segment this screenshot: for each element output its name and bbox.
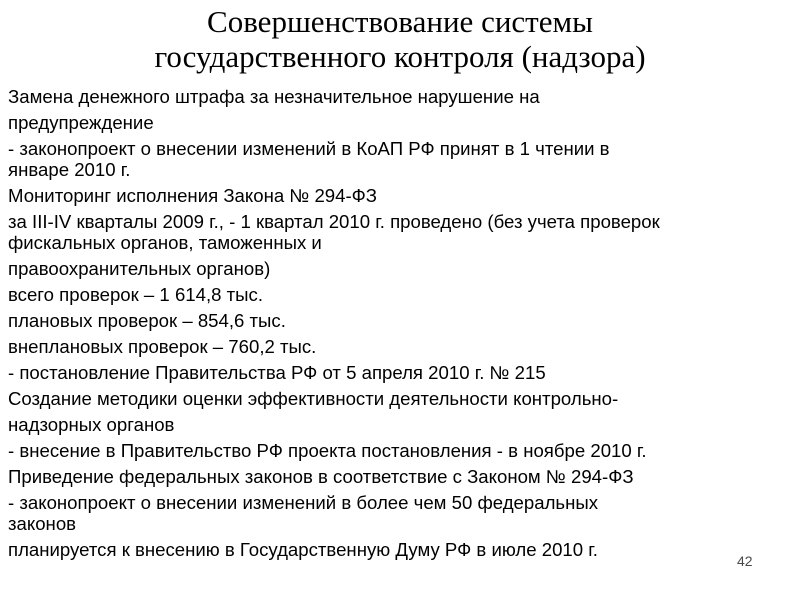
paragraph-line: плановых проверок – 854,6 тыс. bbox=[8, 310, 286, 331]
paragraph bbox=[8, 211, 792, 253]
slide-title bbox=[0, 4, 800, 74]
paragraph-line: всего проверок – 1 614,8 тыс. bbox=[8, 284, 263, 305]
paragraph bbox=[8, 492, 792, 534]
paragraph-line: - законопроект о внесении изменений в более чем 50 федеральных bbox=[8, 492, 599, 513]
paragraph bbox=[8, 86, 792, 107]
paragraph bbox=[8, 440, 792, 461]
page-number: 42 bbox=[737, 553, 753, 569]
paragraph bbox=[8, 310, 792, 331]
paragraph-line: надзорных органов bbox=[8, 414, 175, 435]
paragraph-line: планируется к внесению в Государственную Думу РФ в июле 2010 г. bbox=[8, 539, 598, 560]
paragraph-line: Приведение федеральных законов в соответствие с Законом № 294-ФЗ bbox=[8, 466, 634, 487]
paragraph bbox=[8, 362, 792, 383]
paragraph bbox=[8, 112, 792, 133]
paragraph bbox=[8, 284, 792, 305]
paragraph-line: законов bbox=[8, 513, 77, 534]
paragraph bbox=[8, 336, 792, 357]
paragraph bbox=[8, 185, 792, 206]
paragraph bbox=[8, 258, 792, 279]
paragraph bbox=[8, 388, 792, 409]
paragraph-line: - постановление Правительства РФ от 5 апреля 2010 г. № 215 bbox=[8, 362, 546, 383]
paragraph bbox=[8, 539, 792, 560]
slide-title-line-2: государственного контроля (надзора) bbox=[154, 39, 646, 74]
paragraph-line: - законопроект о внесении изменений в КоАП РФ принят в 1 чтении в bbox=[8, 138, 610, 159]
paragraph-line: январе 2010 г. bbox=[8, 159, 131, 180]
paragraph-line: - внесение в Правительство РФ проекта постановления - в ноябре 2010 г. bbox=[8, 440, 647, 461]
paragraph-line: за III-IV кварталы 2009 г., - 1 квартал 2010 г. проведено (без учета проверок bbox=[8, 211, 660, 232]
paragraph-line: внеплановых проверок – 760,2 тыс. bbox=[8, 336, 317, 357]
paragraph-line: фискальных органов, таможенных и bbox=[8, 232, 322, 253]
paragraph-line: правоохранительных органов) bbox=[8, 258, 271, 279]
paragraph bbox=[8, 138, 792, 180]
paragraph-line: предупреждение bbox=[8, 112, 154, 133]
paragraph-line: Замена денежного штрафа за незначительное нарушение на bbox=[8, 86, 540, 107]
paragraph bbox=[8, 466, 792, 487]
paragraph-line: Создание методики оценки эффективности деятельности контрольно- bbox=[8, 388, 619, 409]
paragraph bbox=[8, 414, 792, 435]
slide-title-line-1: Совершенствование системы bbox=[207, 4, 593, 39]
paragraph-line: Мониторинг исполнения Закона № 294-ФЗ bbox=[8, 185, 378, 206]
slide-body bbox=[8, 86, 792, 565]
